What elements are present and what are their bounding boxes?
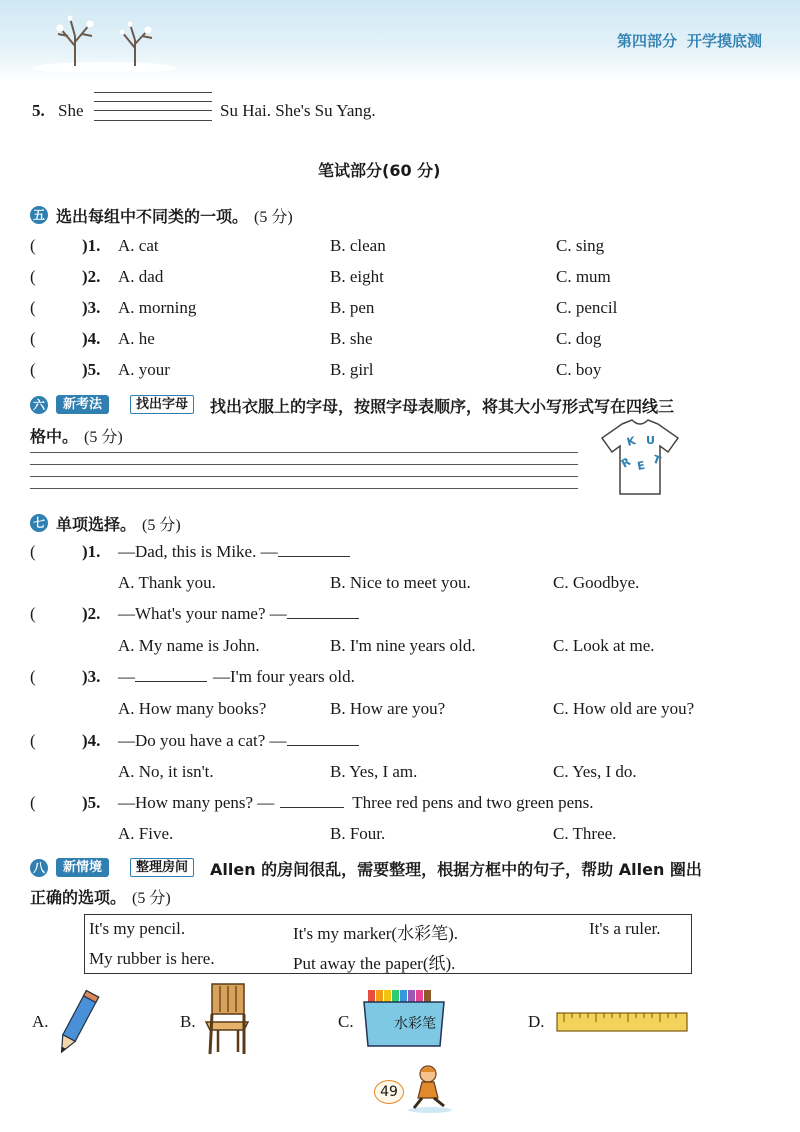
option-a: A. My name is John. — [118, 636, 260, 655]
option-b: B. eight — [330, 267, 384, 286]
question-number: )2. — [82, 267, 101, 286]
answer-paren[interactable]: ( — [30, 298, 36, 317]
option-a: A. morning — [118, 298, 197, 317]
option-d-label[interactable]: D. — [528, 1012, 545, 1031]
stem-text: —Do you have a cat? — — [118, 731, 287, 750]
option-c: C. Yes, I do. — [553, 762, 637, 781]
stem-text: —What's your name? — — [118, 604, 287, 623]
answer-blank[interactable] — [280, 793, 344, 808]
stem-text: —Dad, this is Mike. — — [118, 542, 278, 561]
section-5-badge: 五 — [30, 206, 48, 224]
listening-q5-number: 5. — [32, 101, 45, 120]
section-8-score: (5 分) — [132, 890, 171, 907]
question-stem — [118, 667, 355, 687]
pencil-icon[interactable] — [52, 986, 102, 1060]
question-stem — [118, 604, 359, 624]
option-c: C. Look at me. — [553, 636, 655, 655]
section-8-badge: 八 — [30, 859, 48, 877]
question-number: )5. — [82, 793, 101, 812]
question-number: )4. — [82, 329, 101, 348]
question-number: )3. — [82, 298, 101, 317]
page-number: 49 — [374, 1080, 404, 1104]
option-a: A. he — [118, 329, 155, 348]
question-number: )5. — [82, 360, 101, 379]
stem-post: Three red pens and two green pens. — [352, 793, 594, 812]
section-5-title-text: 选出每组中不同类的一项。 — [56, 207, 249, 226]
section-7-title — [56, 512, 181, 535]
option-c: C. Goodbye. — [553, 573, 640, 592]
answer-paren[interactable]: ( — [30, 329, 36, 348]
option-b: B. I'm nine years old. — [330, 636, 476, 655]
box-sentence: Put away the paper(纸). — [293, 954, 456, 973]
shirt-letter-r: R — [619, 455, 633, 471]
section-8-title-text: 正确的选项。 — [30, 888, 127, 907]
question-stem — [118, 542, 350, 562]
section-7-score: (5 分) — [142, 517, 181, 534]
question-number: )1. — [82, 236, 101, 255]
find-letters-tag: 找出字母 — [130, 395, 194, 414]
option-a: A. How many books? — [118, 699, 267, 718]
marker-box-label: 水彩笔 — [394, 1016, 436, 1032]
answer-paren[interactable]: ( — [30, 667, 36, 686]
question-stem — [118, 731, 359, 751]
answer-blank[interactable] — [135, 667, 207, 682]
option-c: C. sing — [556, 236, 605, 255]
new-context-tag: 新情境 — [56, 858, 109, 877]
answer-blank[interactable] — [287, 604, 359, 619]
sentence-box — [84, 914, 692, 974]
option-a: A. Five. — [118, 824, 174, 843]
tidy-room-tag: 整理房间 — [130, 858, 194, 877]
option-b: B. How are you? — [330, 699, 446, 718]
shirt-letter-t: T — [650, 452, 663, 468]
header-label — [607, 30, 762, 51]
four-line-blank[interactable] — [94, 92, 212, 124]
chair-icon[interactable] — [200, 982, 256, 1056]
option-a: A. your — [118, 360, 170, 379]
section-8-title-line2 — [30, 885, 171, 908]
option-b: B. Nice to meet you. — [330, 573, 471, 592]
stem-post: —I'm four years old. — [213, 667, 355, 686]
shirt-letter-k: K — [625, 434, 638, 449]
option-a: A. Thank you. — [118, 573, 216, 592]
option-c: C. Three. — [553, 824, 617, 843]
answer-paren[interactable]: ( — [30, 542, 36, 561]
box-sentence: My rubber is here. — [89, 949, 215, 968]
option-c: C. boy — [556, 360, 602, 379]
header-test: 开学摸底测 — [686, 32, 762, 50]
question-number: )4. — [82, 731, 101, 750]
option-a: A. dad — [118, 267, 164, 286]
option-c: C. How old are you? — [553, 699, 695, 718]
question-number: )1. — [82, 542, 101, 561]
option-c: C. mum — [556, 267, 611, 286]
section-5-score: (5 分) — [254, 209, 293, 226]
answer-blank[interactable] — [278, 542, 350, 557]
header-part: 第四部分 — [616, 32, 677, 50]
ruler-icon[interactable] — [556, 1010, 688, 1034]
answer-paren[interactable]: ( — [30, 793, 36, 812]
new-format-tag: 新考法 — [56, 395, 109, 414]
option-b: B. pen — [330, 298, 375, 317]
winter-trees-icon — [30, 6, 180, 72]
answer-blank[interactable] — [287, 731, 359, 746]
stem-pre: — — [118, 667, 135, 686]
box-sentence: It's my pencil. — [89, 919, 186, 938]
section-7-badge: 七 — [30, 514, 48, 532]
section-7-title-text: 单项选择。 — [56, 515, 137, 534]
section-6-title-line2 — [30, 424, 123, 447]
t-shirt-icon — [598, 418, 682, 498]
option-a: A. cat — [118, 236, 159, 255]
answer-paren[interactable]: ( — [30, 604, 36, 623]
option-a: A. No, it isn't. — [118, 762, 214, 781]
option-c-label[interactable]: C. — [338, 1012, 354, 1031]
option-c: C. pencil — [556, 298, 618, 317]
answer-paren[interactable]: ( — [30, 267, 36, 286]
option-b: B. she — [330, 329, 373, 348]
question-number: )3. — [82, 667, 101, 686]
written-part-title: 笔试部分(60 分) — [318, 161, 441, 180]
section-8-title-line1: Allen 的房间很乱，需要整理，根据方框中的句子，帮助 Allen 圈出 — [210, 860, 702, 879]
section-5-title — [56, 204, 293, 227]
option-b: B. clean — [330, 236, 386, 255]
skating-mascot-icon — [404, 1062, 456, 1114]
box-sentence: It's my marker(水彩笔). — [293, 924, 458, 943]
section-6-score: (5 分) — [84, 429, 123, 446]
question-stem — [118, 793, 594, 813]
answer-paren[interactable]: ( — [30, 236, 36, 255]
listening-q5-before: She — [58, 101, 84, 120]
answer-paren[interactable]: ( — [30, 731, 36, 750]
option-c: C. dog — [556, 329, 602, 348]
box-sentence: It's a ruler. — [589, 919, 661, 938]
section-6-title-text: 格中。 — [30, 427, 79, 446]
answer-paren[interactable]: ( — [30, 360, 36, 379]
shirt-letter-u: U — [646, 434, 655, 447]
section-6-title-line1: 找出衣服上的字母，按照字母表顺序，将其大小写形式写在四线三 — [210, 397, 675, 416]
option-b: B. Four. — [330, 824, 386, 843]
option-a-label[interactable]: A. — [32, 1012, 49, 1031]
option-b: B. girl — [330, 360, 374, 379]
listening-q5-after: Su Hai. She's Su Yang. — [220, 101, 376, 120]
shirt-letter-e: E — [636, 458, 646, 473]
section-6-badge: 六 — [30, 396, 48, 414]
stem-pre: —How many pens? — — [118, 793, 275, 812]
option-b-label[interactable]: B. — [180, 1012, 196, 1031]
four-line-grid[interactable] — [30, 452, 578, 492]
option-b: B. Yes, I am. — [330, 762, 418, 781]
question-number: )2. — [82, 604, 101, 623]
